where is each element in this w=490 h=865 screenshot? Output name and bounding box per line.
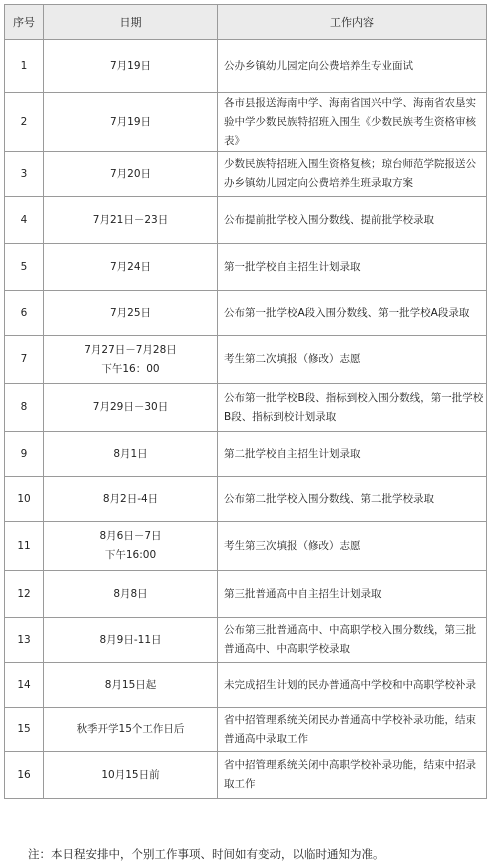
row-date	[44, 571, 218, 618]
row-number: 15	[5, 708, 44, 752]
table-row	[5, 244, 487, 291]
row-date-line: 7月21日－23日	[92, 213, 169, 226]
row-work-content: 考生第二次填报（修改）志愿	[218, 336, 487, 384]
row-date-line: 秋季开学15个工作日后	[76, 723, 185, 735]
table-row	[5, 618, 487, 663]
row-date-line: 7月19日	[109, 115, 152, 128]
row-date	[44, 708, 218, 752]
row-date-line: 7月24日	[109, 260, 152, 273]
row-date	[44, 291, 218, 336]
table-row	[5, 152, 487, 197]
row-date	[44, 152, 218, 197]
table-row	[5, 663, 487, 708]
row-date-line: 7月20日	[109, 167, 152, 180]
row-number: 14	[5, 663, 44, 708]
row-number: 11	[5, 522, 44, 571]
row-date-line: 8月9日-11日	[99, 633, 162, 646]
row-date	[44, 197, 218, 244]
header-no: 序号	[5, 5, 44, 40]
table-row	[5, 93, 487, 152]
row-number: 3	[5, 152, 44, 197]
row-work-content: 第一批学校自主招生计划录取	[218, 244, 487, 291]
row-work-content: 公办乡镇幼儿园定向公费培养生专业面试	[218, 40, 487, 93]
row-work-content: 考生第三次填报（修改）志愿	[218, 522, 487, 571]
row-number: 16	[5, 752, 44, 799]
row-date	[44, 93, 218, 152]
table-row	[5, 291, 487, 336]
row-work-content: 第二批学校自主招生计划录取	[218, 432, 487, 477]
row-date-line: 下午16:00	[104, 549, 157, 561]
row-work-content: 公布第一批学校B段、指标到校入围分数线，第一批学校B段、指标到校计划录取	[218, 384, 487, 432]
row-date	[44, 384, 218, 432]
row-work-content: 少数民族特招班入围生资格复核；琼台师范学院报送公办乡镇幼儿园定向公费培养生班录取方案	[218, 152, 487, 197]
row-date-line: 7月19日	[109, 59, 152, 72]
header-work: 工作内容	[218, 5, 487, 40]
schedule-sheet	[4, 4, 486, 799]
table-row	[5, 522, 487, 571]
header-date: 日期	[44, 5, 218, 40]
row-date	[44, 752, 218, 799]
row-date	[44, 244, 218, 291]
table-body	[5, 40, 487, 799]
row-work-content: 公布提前批学校入围分数线、提前批学校录取	[218, 197, 487, 244]
row-date	[44, 663, 218, 708]
row-date-line: 7月29日－30日	[92, 401, 169, 413]
row-date-line: 7月27日－7月28日	[84, 343, 177, 356]
row-work-content: 公布第二批学校入围分数线、第二批学校录取	[218, 477, 487, 522]
row-date-line: 8月6日－7日	[99, 530, 162, 542]
row-work-content: 各市县报送海南中学、海南省国兴中学、海南省农垦实验中学少数民族特招班入围生《少数民族考生资格审核表》	[218, 93, 487, 152]
row-number: 8	[5, 384, 44, 432]
row-work-content: 省中招管理系统关闭民办普通高中学校补录功能，结束普通高中录取工作	[218, 708, 487, 752]
row-date	[44, 336, 218, 384]
table-row	[5, 336, 487, 384]
table-header-row	[5, 5, 487, 40]
row-date	[44, 477, 218, 522]
row-work-content: 省中招管理系统关闭中高职学校补录功能，结束中招录取工作	[218, 752, 487, 799]
table-row	[5, 708, 487, 752]
table-row	[5, 40, 487, 93]
row-number: 13	[5, 618, 44, 663]
row-date	[44, 618, 218, 663]
table-row	[5, 384, 487, 432]
admission-schedule-table	[4, 4, 487, 799]
row-work-content: 第三批普通高中自主招生计划录取	[218, 571, 487, 618]
row-number: 6	[5, 291, 44, 336]
row-date-line: 8月2日-4日	[102, 492, 159, 505]
table-row	[5, 752, 487, 799]
row-date-line: 8月8日	[113, 587, 148, 600]
table-row	[5, 571, 487, 618]
row-date-line: 下午16：00	[101, 362, 160, 375]
row-number: 7	[5, 336, 44, 384]
row-number: 10	[5, 477, 44, 522]
row-number: 9	[5, 432, 44, 477]
row-date-line: 8月15日起	[104, 678, 157, 691]
row-number: 5	[5, 244, 44, 291]
row-number: 2	[5, 93, 44, 152]
row-date	[44, 432, 218, 477]
row-date-line: 7月25日	[109, 306, 152, 319]
footnote: 注：本日程安排中，个别工作事项、时间如有变动，以临时通知为准。	[28, 847, 385, 861]
row-number: 4	[5, 197, 44, 244]
row-number: 1	[5, 40, 44, 93]
row-date	[44, 40, 218, 93]
row-date	[44, 522, 218, 571]
row-number: 12	[5, 571, 44, 618]
row-work-content: 公布第一批学校A段入围分数线、第一批学校A段录取	[218, 291, 487, 336]
row-work-content: 公布第三批普通高中、中高职学校入围分数线，第三批普通高中、中高职学校录取	[218, 618, 487, 663]
table-row	[5, 477, 487, 522]
row-date-line: 8月1日	[113, 447, 148, 460]
row-work-content: 未完成招生计划的民办普通高中学校和中高职学校补录	[218, 663, 487, 708]
table-row	[5, 432, 487, 477]
table-row	[5, 197, 487, 244]
row-date-line: 10月15日前	[101, 768, 160, 781]
